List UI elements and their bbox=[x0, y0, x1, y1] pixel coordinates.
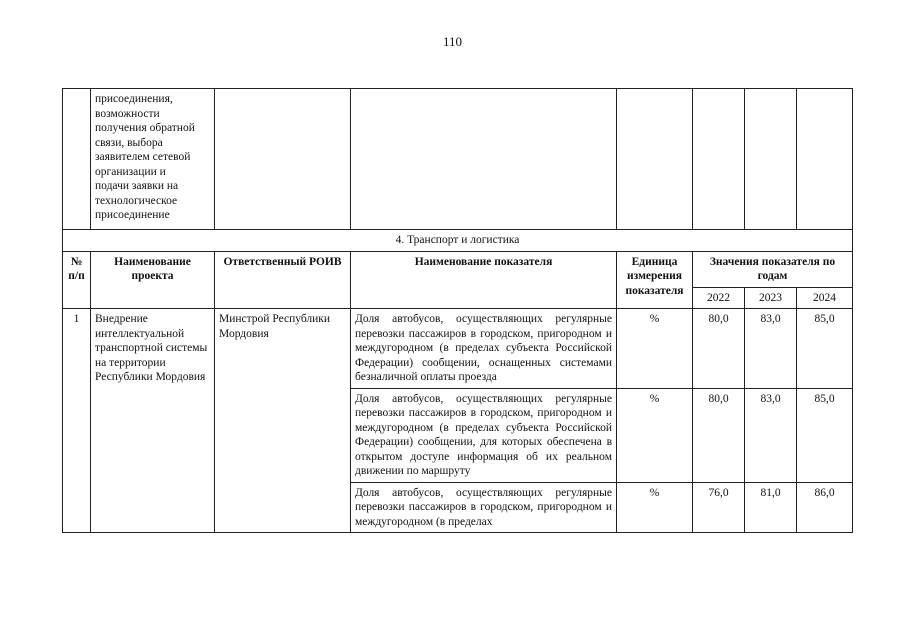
value-2024: 85,0 bbox=[797, 388, 853, 482]
indicator-name: Доля автобусов, осуществляющих регулярные перевозки пассажиров в городском, пригородном и междугородном (в пределах субъекта Российской Федерации) сообщении, для которых обеспечена в открытом доступе информация об их реальном движении по маршруту bbox=[351, 388, 617, 482]
header-roiv: Ответственный РОИВ bbox=[215, 251, 351, 309]
page-number: 110 bbox=[442, 34, 463, 49]
header-values: Значения показателя по годам bbox=[693, 251, 853, 287]
indicator-name: Доля автобусов, осуществляющих регулярные перевозки пассажиров в городском, пригородном и междугородном (в пределах субъекта Российской Федерации) сообщении, оснащенных системами безналичной оплаты проезда bbox=[351, 309, 617, 389]
indicator-unit: % bbox=[617, 309, 693, 389]
project-roiv: Минстрой Республики Мордовия bbox=[215, 309, 351, 533]
continuation-2022-cell bbox=[693, 89, 745, 230]
header-row bbox=[63, 251, 853, 287]
value-2022: 80,0 bbox=[693, 388, 745, 482]
continuation-indicator-cell bbox=[351, 89, 617, 230]
continuation-2023-cell bbox=[745, 89, 797, 230]
header-num: № п/п bbox=[63, 251, 91, 309]
continuation-project-text bbox=[95, 92, 210, 223]
value-2023: 81,0 bbox=[745, 482, 797, 533]
continuation-row bbox=[63, 89, 853, 230]
continuation-line: связи, выбора bbox=[95, 136, 163, 149]
continuation-2024-cell bbox=[797, 89, 853, 230]
header-project: Наименование проекта bbox=[91, 251, 215, 309]
value-2023: 83,0 bbox=[745, 309, 797, 389]
header-year-2022: 2022 bbox=[693, 287, 745, 309]
table-row bbox=[63, 309, 853, 389]
header-year-2024: 2024 bbox=[797, 287, 853, 309]
value-2022: 76,0 bbox=[693, 482, 745, 533]
continuation-line: присоединения, bbox=[95, 93, 173, 105]
project-num: 1 bbox=[63, 309, 91, 533]
continuation-unit-cell bbox=[617, 89, 693, 230]
continuation-num-cell bbox=[63, 89, 91, 230]
indicator-unit: % bbox=[617, 388, 693, 482]
continuation-line: получения обратной bbox=[95, 122, 195, 134]
continuation-line: заявителем сетевой bbox=[95, 151, 191, 163]
value-2024: 85,0 bbox=[797, 309, 853, 389]
continuation-roiv-cell bbox=[215, 89, 351, 230]
value-2024: 86,0 bbox=[797, 482, 853, 533]
continuation-line: присоединение bbox=[95, 209, 170, 221]
indicator-unit: % bbox=[617, 482, 693, 533]
section-row bbox=[63, 230, 853, 252]
header-year-2023: 2023 bbox=[745, 287, 797, 309]
value-2023: 83,0 bbox=[745, 388, 797, 482]
value-2022: 80,0 bbox=[693, 309, 745, 389]
continuation-line: организации и bbox=[95, 165, 166, 178]
indicators-table bbox=[62, 88, 853, 533]
project-name: Внедрение интеллектуальной транспортной системы на территории Республики Мордовия bbox=[91, 309, 215, 533]
indicator-name: Доля автобусов, осуществляющих регулярные перевозки пассажиров в городском, пригородном и междугородном (в пределах bbox=[351, 482, 617, 533]
continuation-line: подачи заявки на bbox=[95, 180, 179, 192]
section-title: 4. Транспорт и логистика bbox=[63, 230, 853, 252]
header-unit: Единица измерения показателя bbox=[617, 251, 693, 309]
header-indicator: Наименование показателя bbox=[351, 251, 617, 309]
continuation-line: возможности bbox=[95, 107, 160, 120]
continuation-line: технологическое bbox=[95, 194, 178, 207]
continuation-project-cell bbox=[91, 89, 215, 230]
